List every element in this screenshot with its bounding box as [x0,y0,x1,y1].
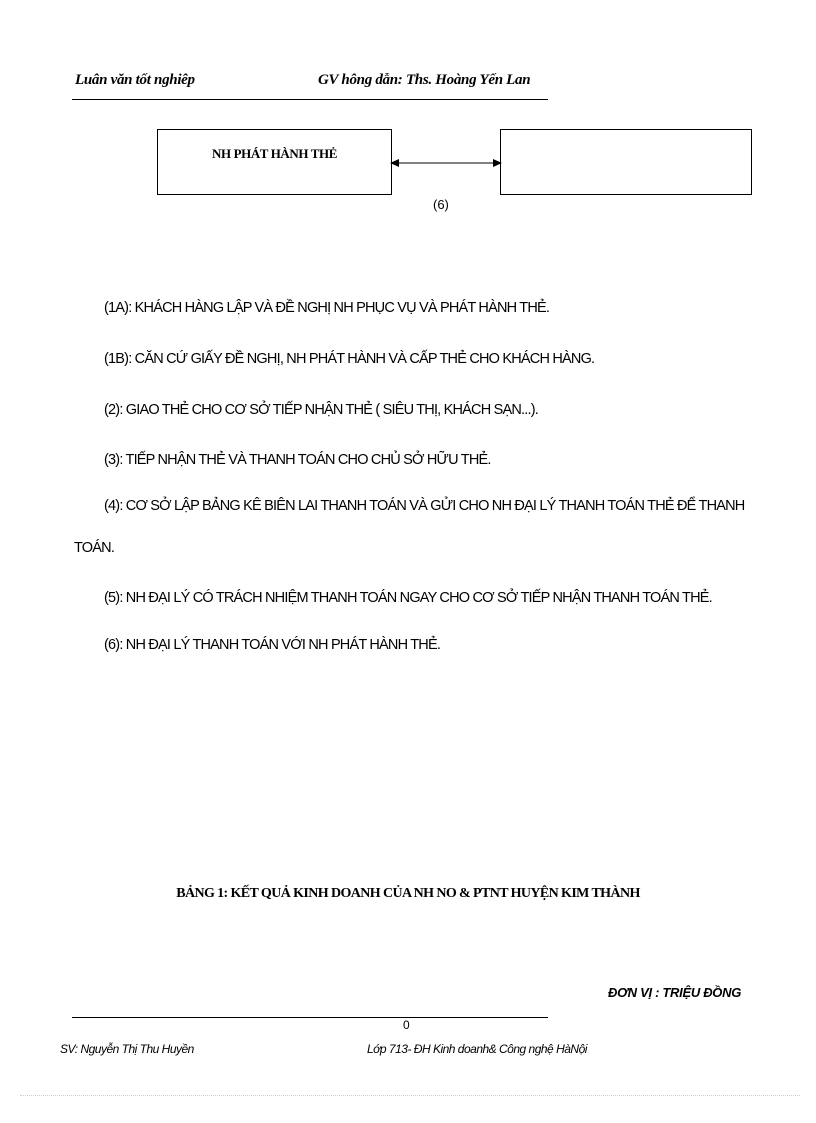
footer-left-text: SV: Nguyễn Thị Thu Huyền [60,1042,194,1056]
card-issuing-bank-label: NH PHÁT HÀNH THẺ [212,146,337,161]
page-bottom-divider [20,1095,800,1096]
header-right-text: GV hông dẫn: Ths. Hoàng Yến Lan [318,72,531,88]
step-1b-text: (1B): CĂN CỨ GIẤY ĐỀ NGHỊ, NH PHÁT HÀNH VÀ CẤP THẺ CHO KHÁCH HÀNG. [104,351,595,367]
arrow-step-label: (6) [433,197,449,212]
step-4-text: (4): CƠ SỞ LẬP BẢNG KÊ BIÊN LAI THANH TOÁN VÀ GỬI CHO NH ĐẠI LÝ THANH TOÁN THẺ ĐỂ THANH [104,498,745,514]
card-issuing-bank-box [157,129,392,195]
page-number: 0 [403,1018,410,1032]
step-4-continuation-text: TOÁN. [74,540,115,556]
double-arrow-icon [388,155,504,171]
table-caption: BẢNG 1: KẾT QUẢ KINH DOANH CỦA NH NO & PTNT HUYỆN KIM THÀNH [176,886,640,901]
step-5-text: (5): NH ĐẠI LÝ CÓ TRÁCH NHIỆM THANH TOÁN NGAY CHO CƠ SỞ TIẾP NHẬN THANH TOÁN THẺ. [104,590,712,606]
footer-right-text: Lớp 713- ĐH Kinh doanh& Công nghệ HàNội [367,1042,587,1056]
header-left-text: Luân văn tốt nghiêp [75,72,195,88]
step-1a-text: (1A): KHÁCH HÀNG LẬP VÀ ĐỀ NGHỊ NH PHỤC VỤ VÀ PHÁT HÀNH THẺ. [104,300,550,316]
footer-rule [72,1017,548,1018]
step-6-text: (6): NH ĐẠI LÝ THANH TOÁN VỚI NH PHÁT HÀNH THẺ. [104,637,441,653]
step-2-text: (2): GIAO THẺ CHO CƠ SỞ TIẾP NHẬN THẺ ( SIÊU THỊ, KHÁCH SẠN...). [104,402,538,418]
step-3-text: (3): TIẾP NHẬN THẺ VÀ THANH TOÁN CHO CHỦ SỞ HỮU THẺ. [104,452,491,468]
unit-label: ĐƠN VỊ : TRIỆU ĐỒNG [608,985,742,1000]
header-rule [72,99,548,100]
agent-bank-box [500,129,752,195]
